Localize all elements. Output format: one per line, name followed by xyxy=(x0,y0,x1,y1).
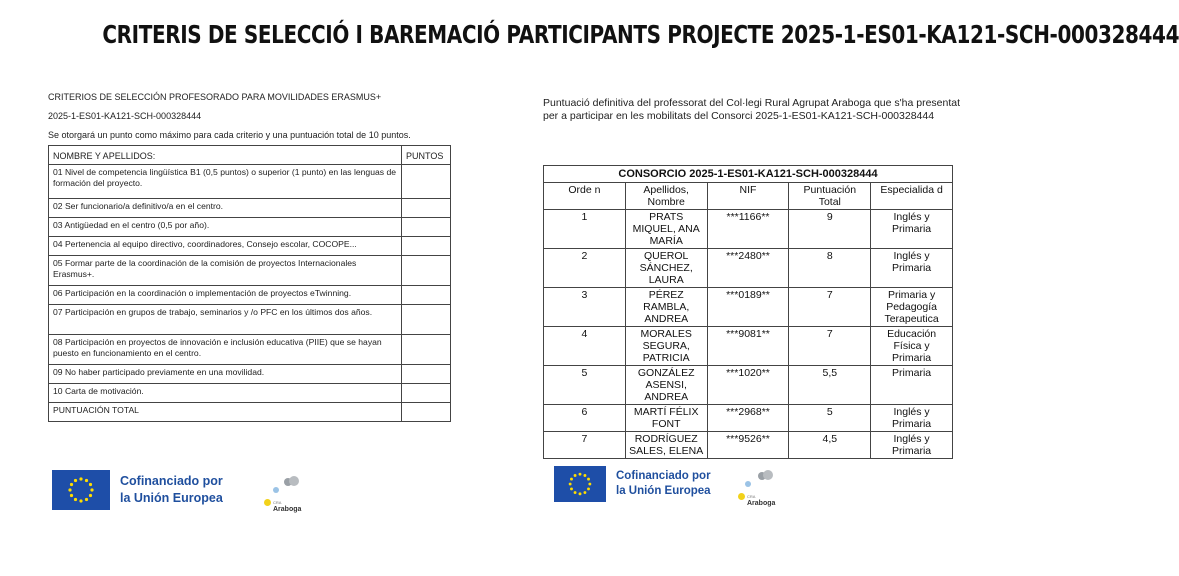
order-cell: 6 xyxy=(544,405,626,432)
specialty-cell: Inglés y Primaria xyxy=(871,432,953,459)
specialty-cell: Educación Física y Primaria xyxy=(871,327,953,366)
header-name: Apellidos, Nombre xyxy=(625,183,707,210)
name-cell: GONZÁLEZ ASENSI, ANDREA xyxy=(625,366,707,405)
cra-sun-icon xyxy=(264,499,271,506)
criterion-row: 06 Participación en la coordinación o implementación de proyectos eTwinning. xyxy=(49,286,402,305)
score-cell: 4,5 xyxy=(789,432,871,459)
cra-cloud-icon xyxy=(264,474,304,494)
name-cell: QUEROL SÁNCHEZ, LAURA xyxy=(625,249,707,288)
eu-line1: Cofinanciado por xyxy=(616,470,711,482)
header-order: Orde n xyxy=(544,183,626,210)
criterion-row: 09 No haber participado previamente en una movilidad. xyxy=(49,365,402,384)
eu-line2: la Unión Europea xyxy=(616,485,711,497)
eu-flag-icon xyxy=(554,466,606,502)
table-row xyxy=(544,405,953,432)
cra-prefix: CRA xyxy=(747,494,756,499)
header-specialty: Especialida d xyxy=(871,183,953,210)
table-row xyxy=(544,210,953,249)
table-caption xyxy=(544,166,953,183)
specialty-cell: Primaria y Pedagogía Terapeutica xyxy=(871,288,953,327)
col-name-header: NOMBRE Y APELLIDOS: xyxy=(49,146,402,165)
nif-cell: ***2480** xyxy=(707,249,789,288)
slide-title: CRITERIS DE SELECCIÓ I BAREMACIÓ PARTICIPANTS PROJECTE 2025-1-ES01-KA121-SCH-000328444 xyxy=(102,20,1179,49)
criteria-code: 2025-1-ES01-KA121-SCH-000328444 xyxy=(48,111,202,121)
nif-cell: ***9526** xyxy=(707,432,789,459)
cra-name: Araboga xyxy=(273,506,302,513)
order-cell: 2 xyxy=(544,249,626,288)
score-cell: 9 xyxy=(789,210,871,249)
scores-intro: Puntuació definitiva del professorat del Col·legi Rural Agrupat Araboga que s'ha presentat per a participar en les mobilitats del Consorci 2025-1-ES01-KA121-SCH-000328444 xyxy=(543,97,961,122)
criterion-row: 03 Antigüedad en el centro (0,5 por año). xyxy=(49,218,402,237)
nif-cell: ***9081** xyxy=(707,327,789,366)
name-cell: PÉREZ RAMBLA, ANDREA xyxy=(625,288,707,327)
eu-cofunded-logo xyxy=(554,466,711,502)
header-score: Puntuación Total xyxy=(789,183,871,210)
name-cell: PRATS MIQUEL, ANA MARÍA xyxy=(625,210,707,249)
criterion-row: 10 Carta de motivación. xyxy=(49,384,402,403)
criteria-note: Se otorgará un punto como máximo para cada criterio y una puntuación total de 10 puntos. xyxy=(48,130,411,140)
criterion-row: 02 Ser funcionario/a definitivo/a en el centro. xyxy=(49,199,402,218)
eu-flag-icon xyxy=(52,470,110,510)
score-cell: 5 xyxy=(789,405,871,432)
cra-prefix: CRA xyxy=(273,500,282,505)
points-cell xyxy=(402,199,451,218)
cra-name: Araboga xyxy=(747,500,776,507)
criteria-document xyxy=(48,92,452,422)
eu-line2: la Unión Europea xyxy=(120,491,223,505)
score-cell: 7 xyxy=(789,288,871,327)
points-cell xyxy=(402,286,451,305)
nif-cell: ***1166** xyxy=(707,210,789,249)
criterion-row: 04 Pertenencia al equipo directivo, coordinadores, Consejo escolar, COCOPE... xyxy=(49,237,402,256)
score-cell: 8 xyxy=(789,249,871,288)
order-cell: 7 xyxy=(544,432,626,459)
table-row xyxy=(544,432,953,459)
nif-cell: ***0189** xyxy=(707,288,789,327)
points-cell xyxy=(402,365,451,384)
caption-bold: CONSORCIO xyxy=(618,168,687,180)
table-row xyxy=(544,249,953,288)
points-cell xyxy=(402,335,451,365)
points-cell xyxy=(402,256,451,286)
header-nif: NIF xyxy=(707,183,789,210)
points-cell xyxy=(402,384,451,403)
cra-araboga-logo xyxy=(738,468,778,507)
criterion-row: 05 Formar parte de la coordinación de la comisión de proyectos Internacionales Erasmus+. xyxy=(49,256,402,286)
specialty-cell: Inglés y Primaria xyxy=(871,249,953,288)
table-row xyxy=(544,366,953,405)
col-points-header: PUNTOS xyxy=(402,146,451,165)
criteria-heading: CRITERIOS DE SELECCIÓN PROFESORADO PARA MOVILIDADES ERASMUS+ xyxy=(48,92,382,102)
criterion-row: 01 Nivel de competencia lingüística B1 (0,5 puntos) o superior (1 punto) en las lenguas de formación del proyecto. xyxy=(49,165,402,199)
table-row xyxy=(544,327,953,366)
specialty-cell: Inglés y Primaria xyxy=(871,405,953,432)
total-points-cell xyxy=(402,403,451,422)
cra-araboga-logo xyxy=(264,474,304,513)
order-cell: 1 xyxy=(544,210,626,249)
name-cell: MORALES SEGURA, PATRICIA xyxy=(625,327,707,366)
order-cell: 5 xyxy=(544,366,626,405)
nif-cell: ***2968** xyxy=(707,405,789,432)
points-cell xyxy=(402,165,451,199)
criterion-row: 08 Participación en proyectos de innovación e inclusión educativa (PIIE) que se hayan puesto en funcionamiento en el centro. xyxy=(49,335,402,365)
cra-sun-icon xyxy=(738,493,745,500)
score-cell: 5,5 xyxy=(789,366,871,405)
cra-cloud-icon xyxy=(738,468,778,488)
order-cell: 4 xyxy=(544,327,626,366)
eu-cofunded-logo xyxy=(52,470,223,510)
points-cell xyxy=(402,237,451,256)
order-cell: 3 xyxy=(544,288,626,327)
criterion-row: 07 Participación en grupos de trabajo, seminarios y /o PFC en los últimos dos años. xyxy=(49,305,402,335)
consortium-table xyxy=(543,165,953,459)
total-row-label: PUNTUACIÓN TOTAL xyxy=(49,403,402,422)
eu-line1: Cofinanciado por xyxy=(120,474,223,488)
specialty-cell: Inglés y Primaria xyxy=(871,210,953,249)
name-cell: MARTÍ FÉLIX FONT xyxy=(625,405,707,432)
name-cell: RODRÍGUEZ SALES, ELENA xyxy=(625,432,707,459)
specialty-cell: Primaria xyxy=(871,366,953,405)
score-cell: 7 xyxy=(789,327,871,366)
table-row xyxy=(544,288,953,327)
points-cell xyxy=(402,218,451,237)
points-cell xyxy=(402,305,451,335)
criteria-table xyxy=(48,145,451,422)
caption-code: 2025-1-ES01-KA121-SCH-000328444 xyxy=(686,168,878,180)
nif-cell: ***1020** xyxy=(707,366,789,405)
